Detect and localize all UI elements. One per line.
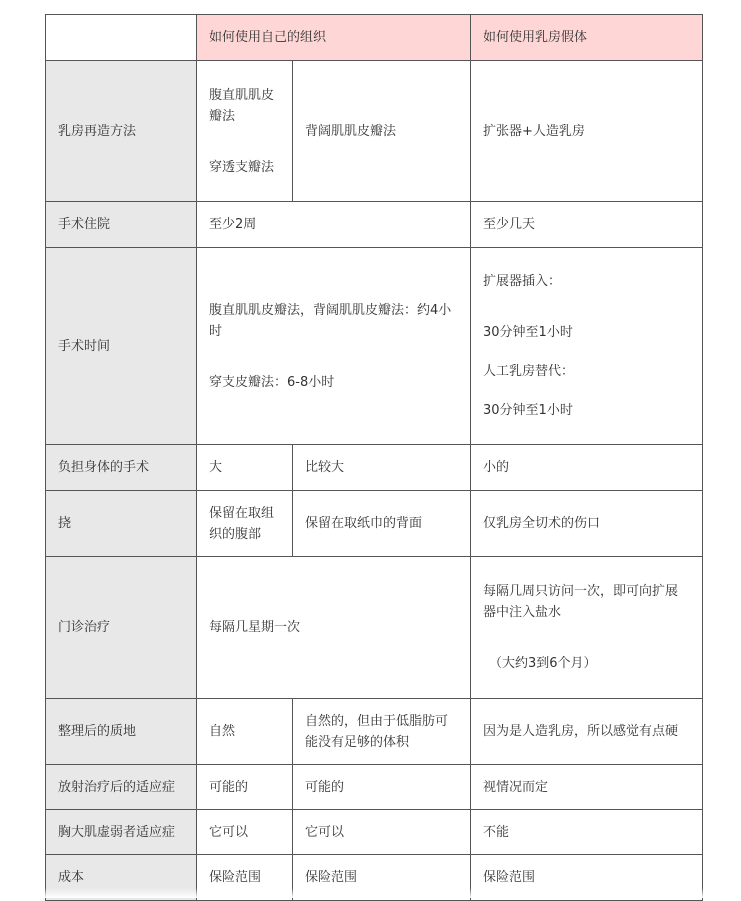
cell-implant: 视情况而定 xyxy=(471,765,703,810)
cell-text: 穿透支瓣法 xyxy=(209,159,275,175)
cell-own xyxy=(197,248,471,445)
table-row xyxy=(46,557,703,699)
cell-text: 30分钟至1小时 xyxy=(483,325,573,340)
cell-implant: 扩张器+人造乳房 xyxy=(471,61,703,202)
cell-text: 腹直肌肌皮瓣法 xyxy=(209,87,275,124)
cell-own-a: 大 xyxy=(197,445,293,491)
row-label: 门诊治疗 xyxy=(46,557,197,699)
cell-own-a: 保险范围 xyxy=(197,855,293,901)
cell-own-b: 比较大 xyxy=(293,445,471,491)
cell-text: 腹直肌肌皮瓣法，背阔肌肌皮瓣法：约4小时 xyxy=(209,302,452,339)
cell-own-b: 可能的 xyxy=(293,765,471,810)
cell-text: （大约3到6个月） xyxy=(489,656,597,671)
bottom-fade xyxy=(0,888,741,898)
cell-implant: 保险范围 xyxy=(471,855,703,901)
table-row xyxy=(46,202,703,248)
cell-implant: 因为是人造乳房，所以感觉有点硬 xyxy=(471,699,703,765)
cell-text: 扩展器插入： xyxy=(483,274,562,289)
row-label: 放射治疗后的适应症 xyxy=(46,765,197,810)
cell-own-b: 背阔肌肌皮瓣法 xyxy=(293,61,471,202)
cell-own-a xyxy=(197,61,293,202)
comparison-table xyxy=(45,14,703,901)
row-label: 手术时间 xyxy=(46,248,197,445)
table-row xyxy=(46,445,703,491)
row-label: 乳房再造方法 xyxy=(46,61,197,202)
cell-text: 人工乳房替代： xyxy=(483,364,575,379)
header-corner-cell xyxy=(46,15,197,61)
row-label: 胸大肌虚弱者适应症 xyxy=(46,810,197,855)
cell-own-b: 保险范围 xyxy=(293,855,471,901)
header-implant: 如何使用乳房假体 xyxy=(471,15,703,61)
cell-text: 30分钟至1小时 xyxy=(483,403,573,418)
table-row xyxy=(46,699,703,765)
row-label: 手术住院 xyxy=(46,202,197,248)
cell-own-b: 保留在取纸巾的背面 xyxy=(293,491,471,557)
cell-own-b: 它可以 xyxy=(293,810,471,855)
cell-own-a: 自然 xyxy=(197,699,293,765)
cell-implant xyxy=(471,557,703,699)
table-row xyxy=(46,810,703,855)
cell-implant: 至少几天 xyxy=(471,202,703,248)
cell-text: 穿支皮瓣法：6-8小时 xyxy=(209,374,335,390)
cell-own-a: 可能的 xyxy=(197,765,293,810)
cell-implant: 小的 xyxy=(471,445,703,491)
header-row xyxy=(46,15,703,61)
cell-implant: 不能 xyxy=(471,810,703,855)
cell-implant: 仅乳房全切术的伤口 xyxy=(471,491,703,557)
table-row xyxy=(46,765,703,810)
cell-text: 每隔几周只访问一次，即可向扩展器中注入盐水 xyxy=(483,584,679,620)
cell-own: 每隔几星期一次 xyxy=(197,557,471,699)
cell-own-a: 保留在取组织的腹部 xyxy=(197,491,293,557)
cell-own-a: 它可以 xyxy=(197,810,293,855)
row-label: 负担身体的手术 xyxy=(46,445,197,491)
row-label: 成本 xyxy=(46,855,197,901)
table-row xyxy=(46,248,703,445)
row-label: 挠 xyxy=(46,491,197,557)
cell-implant xyxy=(471,248,703,445)
cell-own: 至少2周 xyxy=(197,202,471,248)
table-row xyxy=(46,491,703,557)
table-row xyxy=(46,61,703,202)
header-own-tissue: 如何使用自己的组织 xyxy=(197,15,471,61)
row-label: 整理后的质地 xyxy=(46,699,197,765)
cell-own-b: 自然的，但由于低脂肪可能没有足够的体积 xyxy=(293,699,471,765)
